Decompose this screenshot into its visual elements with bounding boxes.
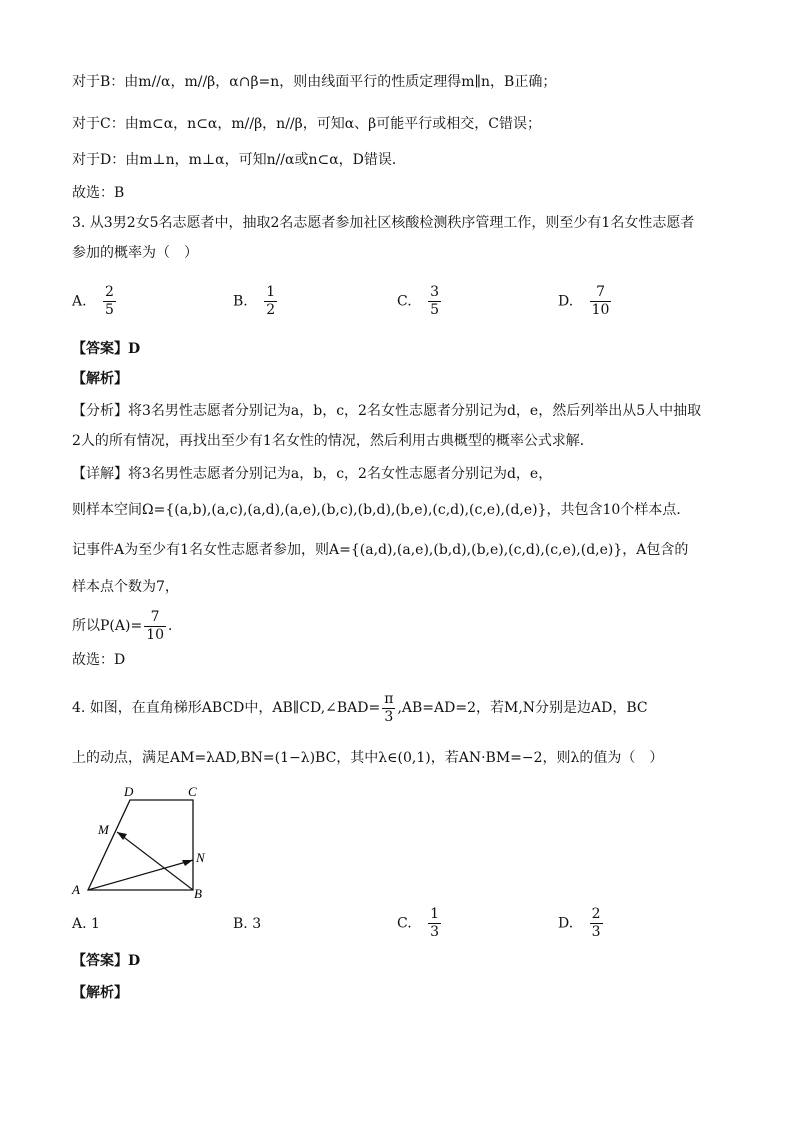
- option-fraction: [428, 284, 441, 319]
- detail-line: 则样本空间Ω={(a,b),(a,c),(a,d),(a,e),(b,c),(b,d),(b,e),(c,d),(c,e),(d,e)}，共包含10个样本点．: [72, 502, 691, 518]
- option-letter: D.: [558, 293, 574, 310]
- denominator: 5: [430, 302, 440, 318]
- option-b: [233, 916, 261, 932]
- numerator: 2: [591, 906, 601, 922]
- label-m: M: [98, 822, 109, 837]
- analysis-label: 【解析】: [72, 371, 128, 387]
- option-letter: A. 1: [72, 916, 100, 932]
- option-letter: C.: [397, 915, 412, 932]
- question-4-prefix: 4. 如图，在直角梯形ABCD中，AB∥CD,∠BAD=: [72, 700, 381, 716]
- detail-line: 故选：D: [72, 652, 126, 668]
- denominator: 10: [591, 302, 610, 318]
- formula-suffix: ．: [168, 618, 183, 634]
- label-c: C: [188, 784, 197, 799]
- text-line: 对于D：由m⊥n，m⊥α，可知n//α或n⊂α，D错误．: [72, 152, 406, 168]
- denominator: 3: [591, 924, 601, 940]
- numerator: 3: [430, 284, 440, 300]
- option-letter: B.: [233, 293, 248, 310]
- question-4-line: [72, 690, 648, 726]
- label-n: N: [196, 850, 205, 865]
- denominator: 3: [430, 924, 440, 940]
- vector-an: [88, 860, 193, 890]
- formula-fraction: [144, 609, 166, 644]
- option-fraction: [103, 284, 116, 319]
- label-d: D: [124, 784, 134, 799]
- numerator: 7: [144, 609, 166, 627]
- question-4-suffix: ,AB=AD=2，若M,N分别是边AD，BC: [397, 700, 648, 716]
- numerator: 1: [266, 284, 276, 300]
- denominator: 10: [146, 626, 165, 643]
- option-d: [558, 284, 613, 319]
- label-a: A: [72, 882, 80, 897]
- detail-line: [72, 608, 182, 644]
- numerator: 2: [105, 284, 114, 300]
- denominator: 5: [105, 302, 114, 318]
- detail-line: 【详解】将3名男性志愿者分别记为a，b，c，2名女性志愿者分别记为d，e，: [72, 466, 553, 482]
- option-a: [72, 916, 100, 932]
- text-line: 对于B：由m//α，m//β，α∩β=n，则由线面平行的性质定理得m∥n，B正确；: [72, 74, 557, 90]
- vector-bm: [117, 832, 193, 890]
- denominator: 3: [384, 708, 394, 725]
- option-letter: C.: [397, 293, 412, 310]
- option-fraction: [590, 906, 603, 941]
- analysis-line: 【分析】将3名男性志愿者分别记为a，b，c，2名女性志愿者分别记为d，e，然后列举出从5人中抽取: [72, 403, 702, 419]
- analysis-line: 2人的所有情况，再找出至少有1名女性的情况，然后利用古典概型的概率公式求解．: [72, 433, 594, 449]
- question-4-line: 上的动点，满足AM=λAD,BN=(1−λ)BC，其中λ∈(0,1)，若AN·BM=−2，则λ的值为（ ）: [72, 750, 664, 766]
- option-letter: D.: [558, 915, 574, 932]
- option-c: [397, 284, 443, 319]
- angle-fraction: [382, 691, 395, 726]
- option-d: [558, 906, 605, 941]
- numerator: π: [384, 690, 394, 707]
- answer-label: 【答案】D: [72, 341, 141, 357]
- answer-label: 【答案】D: [72, 953, 141, 969]
- formula-prefix: 所以P(A)=: [72, 618, 143, 634]
- option-a: [72, 284, 118, 319]
- option-fraction: [590, 284, 612, 319]
- question-3-line: 参加的概率为（ ）: [72, 245, 198, 261]
- text-line: 对于C：由m⊂α，n⊂α，m//β，n//β，可知α、β可能平行或相交，C错误；: [72, 116, 541, 132]
- option-fraction: [264, 284, 277, 319]
- numerator: 7: [590, 284, 612, 302]
- trapezoid-figure: [60, 780, 230, 900]
- option-letter: A.: [72, 293, 87, 310]
- analysis-label: 【解析】: [72, 985, 128, 1001]
- numerator: 1: [430, 906, 440, 922]
- text-line: 故选：B: [72, 185, 125, 201]
- arrow-head-n: [182, 860, 193, 866]
- label-b: B: [194, 886, 202, 900]
- detail-line: 样本点个数为7，: [72, 579, 179, 595]
- detail-line: 记事件A为至少有1名女性志愿者参加，则A={(a,d),(a,e),(b,d),(b,e),(c,d),(c,e),(d,e)}，A包含的: [72, 542, 689, 558]
- option-b: [233, 284, 279, 319]
- trapezoid-outline: [88, 800, 193, 890]
- option-fraction: [428, 906, 441, 941]
- option-c: [397, 906, 443, 941]
- option-letter: B. 3: [233, 916, 262, 932]
- question-3-line: 3. 从3男2女5名志愿者中，抽取2名志愿者参加社区核酸检测秩序管理工作，则至少有1名女性志愿者: [72, 215, 695, 231]
- denominator: 2: [266, 302, 276, 318]
